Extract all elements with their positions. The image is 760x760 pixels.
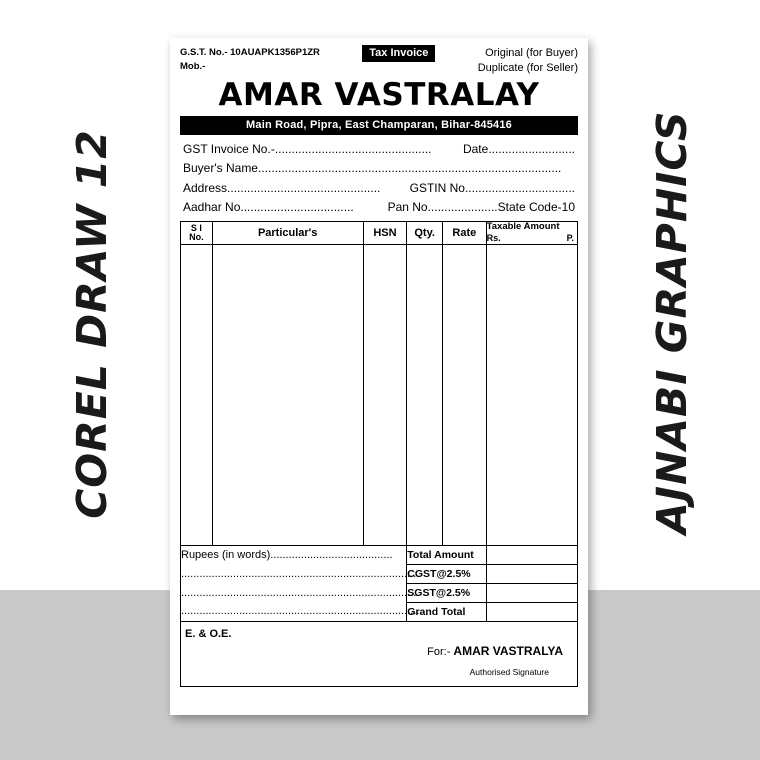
gst-number: G.S.T. No.- 10AUAPK1356P1ZR [180,47,320,58]
total-value-sgst[interactable] [486,584,577,603]
body-cell-hsn[interactable] [363,244,407,545]
pan-label: Pan No [387,200,428,214]
buyer-name-label: Buyer's Name [183,161,258,176]
total-label-sgst: SGST@2.5% [407,584,486,603]
rupees-in-words-line [181,546,406,565]
rupees-blank-line-1: .............................................................................. [181,567,420,580]
total-value-total-amount[interactable] [486,545,577,564]
copy-duplicate: Duplicate (for Seller) [477,61,578,74]
rupees-in-words-cell[interactable] [181,545,420,622]
body-cell-qty[interactable] [407,244,443,545]
header-taxable-p: P. [566,233,574,244]
field-invoice-no-row [183,140,575,159]
authorised-signature-label: Authorised Signature [469,667,549,678]
buyer-name-dots: ........................................................................................... [257,161,562,176]
right-vertical-label: AJNABI GRAPHICS [648,110,696,534]
header-qty: Qty. [407,222,443,244]
rupees-in-words-dots: ........................................ [270,548,393,561]
header-copy-block [478,46,578,76]
items-body-row [181,244,578,545]
for-firm-line [427,644,563,658]
invoice-no-dots: ............................................... [274,141,432,156]
rupees-blank-line-3: .............................................................................. [181,605,420,618]
field-buyer-row [183,159,575,178]
eoe-label: E. & O.E. [185,628,232,641]
total-value-cgst[interactable] [486,564,577,583]
footer-row [181,622,578,687]
firm-address-bar: Main Road, Pipra, East Champaran, Bihar-845416 [180,116,578,135]
footer-cell [181,622,578,687]
gstin-label: GSTIN No [409,180,465,195]
rupees-blank-line-2: .............................................................................. [181,586,420,599]
state-code-label: State Code-10 [497,200,575,214]
items-table [180,221,578,687]
invoice-paper [170,38,588,715]
total-label-cgst: CGST@2.5% [407,564,486,583]
aadhar-dots: .................................. [240,200,354,214]
header-left-block [180,46,320,74]
left-vertical-label: COREL DRAW 12 [68,129,116,519]
header-particulars: Particular's [212,222,363,244]
date-label: Date [462,141,489,156]
body-cell-sl[interactable] [181,244,213,545]
totals-row-1 [181,545,578,564]
body-cell-rate[interactable] [443,244,487,545]
invoice-fields [180,135,578,222]
header-taxable-amount [486,222,577,244]
invoice-header-row [180,46,578,76]
total-value-grand-total[interactable] [486,603,577,622]
header-taxable-sub [487,233,577,243]
invoice-no-label: GST Invoice No.- [183,141,275,156]
header-taxable-rs: Rs. [486,233,501,244]
header-sl-line2: No. [189,232,204,243]
total-label-grand-total: Grand Total [407,603,486,622]
address-dots: .............................................. [227,180,381,195]
for-firm-name: AMAR VASTRALYA [453,644,563,659]
field-aadhar-row [183,198,575,217]
invoice-footer [181,622,577,686]
date-dots: .......................... [488,141,575,156]
mobile-label: Mob.- [180,60,206,72]
pan-dots: ..................... [427,200,498,214]
items-header-row [181,222,578,244]
tax-invoice-badge: Tax Invoice [362,45,435,62]
body-cell-taxable[interactable] [486,244,577,545]
rupees-in-words-label: Rupees (in words) [181,548,271,561]
for-prefix: For:- [427,646,454,659]
total-label-total-amount: Total Amount [407,545,486,564]
address-label: Address [183,180,228,195]
field-address-row [183,179,575,198]
header-hsn: HSN [363,222,407,244]
header-sl-line1: S l [190,222,202,233]
header-sl-no [181,222,213,244]
copy-original: Original (for Buyer) [485,47,578,59]
header-rate: Rate [443,222,487,244]
gstin-dots: ................................. [464,180,575,195]
firm-name: AMAR VASTRALAY [218,76,540,113]
body-cell-particulars[interactable] [212,244,363,545]
header-taxable-title: Taxable Amount [486,221,560,233]
aadhar-label: Aadhar No [183,200,241,214]
